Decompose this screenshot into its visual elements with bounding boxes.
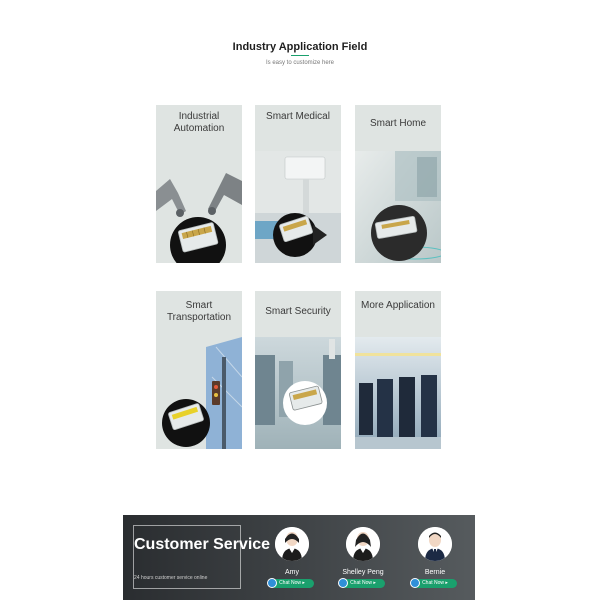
section-heading	[0, 41, 600, 67]
chat-now-button[interactable]: Chat Now ▸	[413, 579, 457, 588]
avatar	[275, 527, 309, 561]
security-camera-with-rj45-connector-image	[255, 337, 341, 449]
chat-now-button[interactable]: Chat Now ▸	[270, 579, 314, 588]
section-subtitle: Is easy to customize here	[265, 60, 335, 66]
card-label: Smart Security	[265, 306, 331, 317]
card-smart-transportation[interactable]	[156, 291, 242, 449]
card-label: Smart Transportation	[166, 300, 232, 323]
card-industrial-automation[interactable]	[156, 105, 242, 263]
card-smart-medical[interactable]	[255, 105, 341, 263]
agent-card-amy	[262, 527, 322, 588]
avatar	[346, 527, 380, 561]
agent-card-bernie	[405, 527, 465, 588]
card-label: Smart Home	[369, 118, 427, 129]
chat-bubble-icon	[410, 578, 420, 588]
customer-service-banner	[123, 515, 475, 600]
title-underline	[291, 55, 309, 56]
customer-service-title: Customer Service	[134, 536, 271, 553]
card-smart-home[interactable]	[355, 105, 441, 263]
chat-bubble-icon	[338, 578, 348, 588]
card-more-application[interactable]	[355, 291, 441, 449]
avatar	[418, 527, 452, 561]
agent-card-shelley-peng	[333, 527, 393, 588]
chat-bubble-icon	[267, 578, 277, 588]
section-title: Industry Application Field	[232, 41, 368, 53]
traffic-light-with-rj45-connector-image	[156, 337, 242, 449]
card-smart-security[interactable]	[255, 291, 341, 449]
customer-service-subtitle: 24 hours customer service online	[134, 575, 208, 581]
agent-name: Amy	[285, 569, 299, 576]
smart-home-with-rj45-connector-image	[355, 151, 441, 263]
robot-arms-with-rj45-connector-image	[156, 151, 242, 263]
card-label: Smart Medical	[266, 111, 330, 122]
agent-name: Bernie	[424, 569, 446, 576]
card-label: Industrial Automation	[173, 111, 225, 134]
card-label: More Application	[361, 300, 435, 311]
chat-now-button[interactable]: Chat Now ▸	[341, 579, 385, 588]
agent-name: Shelley Peng	[342, 569, 384, 576]
surgical-robot-with-rj45-connector-image	[255, 151, 341, 263]
server-room-image	[355, 337, 441, 449]
